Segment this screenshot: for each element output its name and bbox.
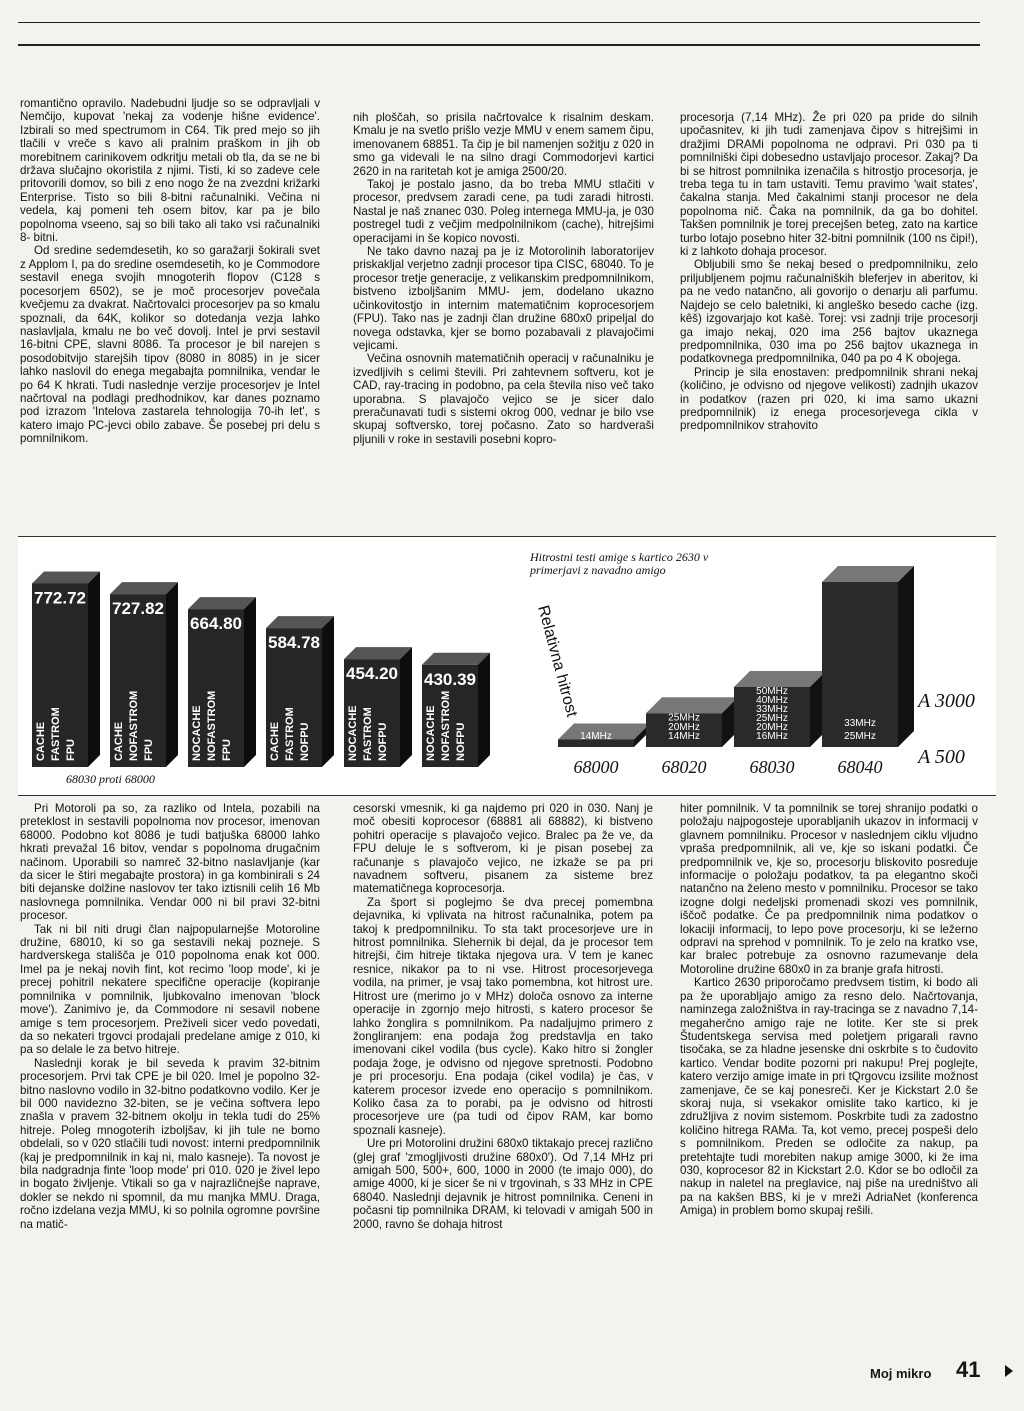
paragraph: cesorski vmesnik, ki ga najdemo pri 020 in 030. Nanj je moč obesiti koprocesor (68881 ali 68882), ki bistveno pohitri operacije s plavajočo vejico. Bralec pa že ve, da FPU deluje le s softverom, ki je pisan posebej za računanje s plavajočo vejico, ne izkaže se pa pri navadnem softveru, pisanem za sisteme brez matematičnega koprocesorja. [353,802,653,896]
paragraph: Za šport si poglejmo še dva precej pomembna dejavnika, ki vplivata na hitrost računalnika, potem pa takoj k predpomnilniku. To sta takt procesorjeve ure in hitrost pomnilnika. Slehernik bi dejal, da je procesor tem hitrejši, čim hitreje tiktaka njegova ura. V tem je kanec resnice, nikakor pa to ni vse. Hitrost procesorjevega vodila, na primer, je vsaj tako pomembna, kot hitrost ure. Hitrost ure (merimo jo v MHz) določa osnovo za interne operacije in zgornjo mejo hitrosti, s katero procesor še lahko žonglira s pomnilnikom. Pa nadaljujmo primero z žongliranjem: ena podaja žog predstavlja en tako imenovani cikel vodila (bus cycle). Kako hitro si žongler podaja žoge, je odvisno od njegove spretnosti. Podobno je pri procesorju. Ena podaja (cikel vodila) je čas, v katerem procesor izvede eno operacijo s pomnilnikom. Koliko časa za to porabi, pa je odvisno od hitrosti procesorjeve ure (pa tudi od čipov RAM, kar bomo spoznali kasneje). [353,895,653,1137]
legend-label: A 500 [918,746,965,768]
paragraph: procesorja (7,14 MHz). Že pri 020 pa pride do silnih upočasnitev, ki jih tudi zamenjava čipov s hitrejšimi in dražjimi DRAMi popolnoma ne odpravi. Pri 030 pa ti pomnilniški čipi dobesedno ustavljajo procesor. Zakaj? Da bi se hitrost pomnilnika izenačila s hitrostjo procesorja, je treba tega tu in tam ustaviti. Temu pravimo 'wait states', čakalna stanja. Med čakalnimi stanji procesor ne dela popolnoma nič. Čaka na pomnilnik, da ga bo dohitel. Takšen pomnilnik je torej precejšen beteg, zato na kartice turbo lotajo posebno hiter 32-bitni pomnilnik (100 ns čipi!), ki z lahkoto dohaja procesor. [680,111,978,259]
paragraph: Naslednji korak je bil seveda k pravim 32-bitnim procesorjem. Prvi tak CPE je bil 020. Imel je popolno 32-bitno naslovno vodilo in 32-bitno podatkovno vodilo. Ker je bil 000 navidezno 32-biten, se je večina softvera lepo znašla v pravem 32-bitnem okolju in tekla tudi do 25% hitreje. Poleg mnogoterih izboljšav, ki jih tule ne bomo obdelali, so v 020 stlačili tudi novost: interni predpomnilnik (kaj je predpomnilnik in kaj ni, malo kasneje). Ta novost je bila nadgradnja finte 'loop mode' pri 010. 020 je živel lepo in bogato življenje. Vtikali so ga v najrazličnejše naprave, dokler se nekdo ni spomnil, da mu manjka MMU. Draga, ročno izdelana vezja MMU, ki so polnila ogromne površine na matič- [20,1056,320,1231]
legend-label: A 3000 [918,690,975,712]
clock-label: 20MHz [756,722,788,733]
y-axis-label: Relativna hitrost [534,603,581,719]
continue-arrow-icon [1005,1365,1013,1377]
bar-value-label: 727.82 [112,599,164,619]
paragraph: Večina osnovnih matematičnih operacij v računalniku je izvedljivih s celimi števili. Pri zahtevnem softveru, kot je CAD, ray-tracing in podobno, pa cela števila niso več tako uporabna. S plavajočo vejico se je sicer dalo preračunavati tudi s sistemi okrog 000, vednar je bilo vse skupaj softversko, torej počasno. Zato so hardveraši pljunili v roke in sestavili posebni kopro- [353,352,654,446]
column-2 [353,111,654,446]
clock-label: 16MHz [756,731,788,742]
clock-label: 33MHz [756,704,788,715]
paragraph: Kartico 2630 priporočamo predvsem tistim, ki bodo ali pa že uporabljajo amigo za resno delo. Načrtovanja, naminzega založništva in ray-tracinga se z navadno 7,14-megaherčno amigo raje ne lotite. Ker ste si prek Študentskega servisa med poletjem prigarali ravno tisočaka, se za hladne jesenske dni oskrbite s to čudovito kartico. Vendar bodite pozorni pri nakupu! Prej poglejte, katero verzijo amige imate in pri tQrgovcu izsilite možnost zamenjave, če se kaj ponesreči. Ker je Kickstart 2.0 še skoraj nuja, si vsekakor omislite tako kartico, ki je združljiva z novim sistemom. Poskrbite tudi za zadostno količino hitrega RAMa. Ta, kot vemo, precej pospeši delo s pomnilnikom. Preden se odločite za nakup, pa pretehtajte tudi morebiten nakup amige 3000, ki že ima 030, koprocesor 82 in Kickstart 2.0. Kdor se bo odločil za nakup in naletel na preglavice, naj piše na uredništvo ali pa na kakšen BBS, ki je v mreži AdriaNet (konferenca Amiga) in problem bomo skupaj rešili. [680,976,978,1218]
clock-label: 14MHz [668,731,700,742]
bar-side [322,616,334,767]
clock-label: 40MHz [756,695,788,706]
clock-label: 25MHz [844,731,876,742]
clock-label: 50MHz [756,686,788,697]
block-top [822,566,914,582]
category-label: 68030 [749,757,795,777]
block-side [898,566,914,747]
clock-label: 33MHz [844,718,876,729]
clock-label: 25MHz [668,712,700,724]
bar-category-label: NOFASTROM [206,690,218,761]
column-3 [680,111,978,433]
paragraph: Od sredine sedemdesetih, ko so garažarji šokirali svet z Applom I, pa do sredine osemdesetih, ko je Commodore sestavil enega svojih mnogoterih flopov (C128 s pocesorjem 6502), se je moč procesorjev povečala kvečjemu za dvakrat. Načrtovalci procesorjev pa so kmalu spoznali, da 64K, kolikor so dotedanja vezja lahko naslavljala, kmalu ne bo več dovolj. Intel je prvi sestavil 16-bitni CPE, slavni 8086. Ta procesor je bil narejen s posodobitvijo starejših tipov (8080 in 8085) in je sicer lahko naslovil do enega megabajta pomnilnika, vendar le po 64 K hkrati. Tudi naslednje verzije procesorjev je Intel načrtoval na podlagi predhodnikov, kar danes poznamo pod izrazom 'Intelova zastarela tehnologija 70-ih let', s katero imajo PC-jevci obilo zabave. Še posebej pri delu s pomnilnikom. [20,244,320,446]
bar-side [166,582,178,767]
paragraph: romantično opravilo. Nadebudni ljudje so se odpravljali v Nemčijo, kupovat 'nekaj za vodenje hišne evidence'. Izbirali so med spectrumom in C64. Tik pred mejo so jih tlačili v vreče s kavo ali pralnim praškom in jih ob morebitnem carinikovem odkritju metali ob tla, da se ne bi država slučajno okoristila z njimi. Tisti, ki so zadeve cele pritovorili domov, so bili z eno nogo že na zvezdni križarki Enterprise. Tisto so bili 8-bitni računalniki. Večina ni vedela, kaj pomeni teh osem bitov, kar pa je bilo popolnoma vseeno, saj so bili tako ali tako vsi računalniki 8- bitni. [20,97,320,245]
clock-label: 20MHz [668,721,700,733]
column-4 [20,802,320,1231]
bar-category-label: FASTROM [284,707,296,761]
top-rule-thick [18,44,980,46]
column-6 [680,802,978,1218]
bar-category-label: FPU [143,739,155,761]
bar-category-label: NOFASTROM [128,690,140,761]
bar-side [400,647,412,767]
bar-value-label: 584.78 [268,633,320,653]
bar-value-label: 454.20 [346,664,398,684]
paragraph: Princip je sila enostaven: predpomnilnik shrani nekaj (količino, je odvisno od njegove velikosti) zadnjih ukazov in podatkov (razen pri 020, ki ima samo ukazni predpomnilnik) iz enega procesorjevega cikla v predpomnilnikov strahovito [680,365,978,433]
bar-category-label: FPU [221,739,233,761]
figure-benchmark [18,536,996,796]
category-label: 68020 [661,757,707,777]
block-top [734,671,826,687]
bar-category-label: NOCACHE [425,705,437,761]
paragraph: Ure pri Motorolini družini 680x0 tiktakajo precej različno (glej graf 'zmogljivosti družine 680x0'). Od 7,14 MHz pri amigah 500, 500+, 600, 1000 in 2000 (te imajo 000), do amige 4000, ki je sicer še ni v trgovinah, s 33 MHz in CPE 68040. Naslednji dejavnik je hitrost pomnilnika. Ceneni in počasni tip pomnilnika DRAM, ki telovadi v amigah 500 in 2000, ravno še dohaja hitrost [353,1137,653,1231]
bar-category-label: FASTROM [362,707,374,761]
clock-label: 25MHz [756,713,788,724]
column-1 [20,97,320,446]
column-5 [353,802,653,1231]
page-number: 41 [956,1357,981,1382]
bar-category-label: NOFPU [455,722,467,761]
chart-caption: 68030 proti 68000 [66,772,155,786]
paragraph: Tak ni bil niti drugi član najpopularnejše Motoroline družine, 68010, ki so ga sestavili nekaj pozneje. S hardverskega stališča je 010 popolnoma enak kot 000. Imel pa je nekaj novih fint, kot recimo 'loop mode', ki je precej pohitril nekatere specifične operacije (kopiranje pomnilnika v pomnilnik, ljubkovalno imenovan 'block move'). Zanimivo je, da Commodore ni sesavil nobene amige s tem procesorjem. Preživeli sicer vedo povedati, da so nekateri trgovci prodajali predelane amige z 010, ki pa so delale le za betvo hitreje. [20,922,320,1057]
bar-side [88,571,100,767]
paragraph: nih ploščah, so prisila načrtovalce k risalnim deskam. Kmalu je na svetlo prišlo vezje MMU v enem samem čipu, imenovanem 68851. Ta čip je bil namenjen sožitju z 020 in smo ga videvali le na silno dragi Commodorjevi kartici 2620 in na raritetah kot je amiga 2500/20. [353,111,654,178]
bar-top [266,616,334,628]
bar-category-label: NOCACHE [191,705,203,761]
paragraph: Obljubili smo še nekaj besed o predpomnilniku, zelo priljubljenem pojmu računalniških bleferjev in aberitov, ki pa ne vedo natančno, ali govorijo o denarju ali parfumu. Najdejo se celo baletniki, ki angleško besedo cache (izg. kêš) izgovarjajo kot kašè. Torej: vsi zadnji trije procesorji ga imajo nekaj, 020 ima 256 bajtov ukaznega predpomnilnika, 030 ima po 256 bajtov ukaznega in podatkovnega predpomnilnika, 040 pa po 4 K obojega. [680,258,978,366]
bar-value-label: 772.72 [34,588,86,608]
top-rule-thin [18,22,980,23]
chart-68030-vs-68000 [18,537,518,795]
bar-value-label: 430.39 [424,669,476,689]
bar-category-label: NOFASTROM [440,690,452,761]
category-label: 68040 [837,757,883,777]
bar-top [422,653,490,665]
bar-category-label: NOFPU [299,722,311,761]
bar-side [478,653,490,767]
bar-category-label: CACHE [35,721,47,761]
clock-label: 14MHz [580,731,612,742]
bar-category-label: FPU [65,739,77,761]
paragraph: Pri Motoroli pa so, za razliko od Intela, pozabili na preteklost in sestavili popolnoma nov procesor, imenovan 68000. Podobno kot 8086 je tudi batjuška 68000 lahko hkrati prevažal 16 bitov, vendar s popolnoma drugačnim načinom. Uporabili so namreč 32-bitno naslavljanje (kar da sicer le štiri megabajte prostora) in ga kombinirali s 24 biti dejanske dolžine naslovov ter tako iztisnili celih 16 Mb naslovnega pomnilnika. Vendar 000 ni bil pravi 32-bitni procesor. [20,802,320,923]
magazine-name: Moj mikro [870,1366,932,1381]
paragraph: Takoj je postalo jasno, da bo treba MMU stlačiti v procesor, predvsem zaradi cene, pa tudi zaradi hitrosti. Nastal je naš znanec 030. Poleg internega MMU-ja, je 030 postregel tudi z večjim medpolnilnikom (cache), hitrejšimi operacijami in še kopico novosti. [353,178,654,245]
bar-category-label: CACHE [269,721,281,761]
bar-category-label: NOCACHE [347,705,359,761]
chart-title: Hitrostni testi amige s kartico 2630 v primerjavi z navadno amigo [530,550,709,577]
bar-value-label: 664.80 [190,614,242,634]
category-label: 68000 [573,757,619,777]
paragraph: hiter pomnilnik. V ta pomnilnik se torej shranijo podatki o položaju najpogosteje uporabljanih ukazov in informacij v glavnem pomnilniku. Procesor v naslednjem ciklu vljudno vpraša predpomnilnik, ali ve, kje so iskani podatki. Če predpomnilnik ve, kje so, procesorju bliskovito posreduje informacije o položaju podatkov, ta pa elegantno skoči natančno na želeno mesto v pomnilniku. Procesor se tako izogne dolgi nedeljski promenadi skozi ves pomnilnik, iščoč podatke. Če pa predpomnilnik nima podatkov o lokaciji informacij, to lepo pove procesorju, ki se ležerno odpravi na sprehod v pomnilnik. To je zelo na kratko vse, kar bralec potrebuje za osnovno razumevanje dela Motoroline družine 680x0 in za branje grafa hitrosti. [680,802,978,976]
paragraph: Ne tako davno nazaj pa je iz Motorolinih laboratorijev priskakljal verjetno zadnji procesor tipa CISC, 68040. To je procesor tretje generacije, z velikanskim predpomnilnikom, bistveno izboljšanim MMU- jem, dodelano ukazno učinkovitostjo in internim matematičnim koprocesorjem (FPU). Tako nas je zadnji član družine 680x0 pripeljal do novega odstavka, kjer se bomo pozabavali z plavajočimi vejicami. [353,245,654,352]
bar-side [244,597,256,767]
bar-category-label: NOFPU [377,722,389,761]
bar-category-label: FASTROM [50,707,62,761]
block-top [646,697,738,713]
bar-category-label: CACHE [113,721,125,761]
